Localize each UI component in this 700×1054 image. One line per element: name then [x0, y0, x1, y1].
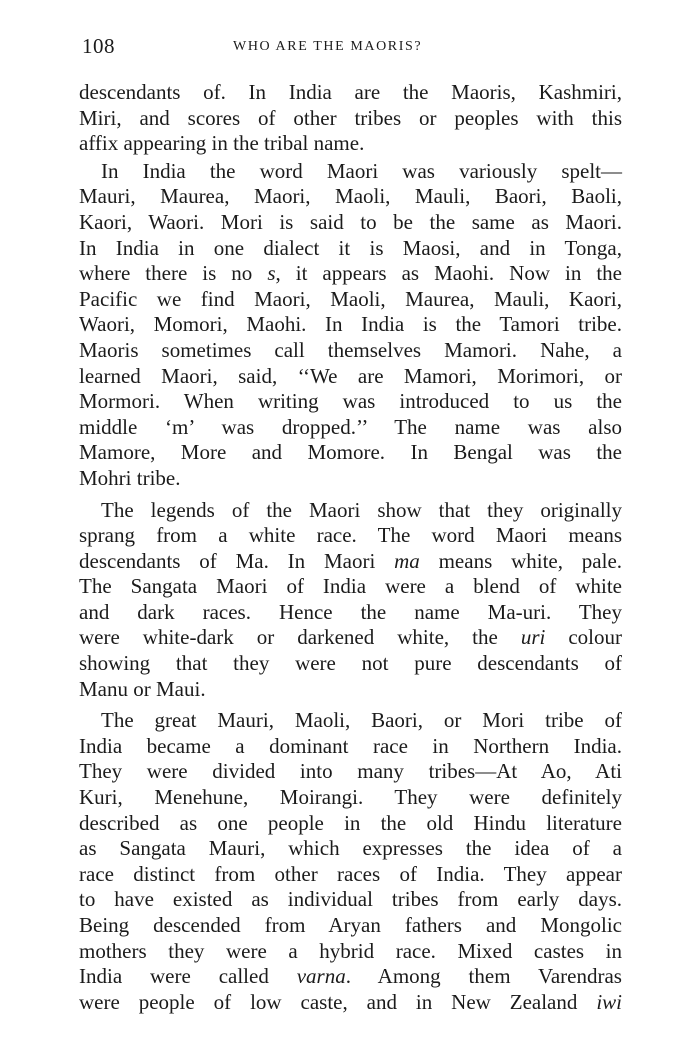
text-line: Kuri, Menehune, Moirangi. They were definitely — [79, 785, 622, 810]
text-line: In India the word Maori was variously spelt— — [101, 158, 622, 183]
text-line: Maoris sometimes call themselves Mamori. Nahe, a — [79, 337, 622, 362]
text-line: Mauri, Maurea, Maori, Maoli, Mauli, Baori, Baoli, — [79, 184, 622, 209]
text-line: were people of low caste, and in New Zealand iwi — [79, 989, 622, 1014]
italic-word: uri — [520, 625, 546, 650]
text-line: The Sangata Maori of India were a blend of white — [79, 574, 622, 599]
italic-word: ma — [394, 548, 420, 573]
paragraph-4 — [79, 708, 622, 1015]
text-line: to have existed as individual tribes from early days. — [79, 887, 622, 912]
text-line: Waori, Momori, Maohi. In India is the Tamori tribe. — [79, 312, 622, 337]
page-number: 108 — [82, 34, 115, 58]
text-line: sprang from a white race. The word Maori means — [79, 523, 622, 548]
text-line: were white-dark or darkened white, the uri colour — [79, 625, 622, 650]
text-line: Mohri tribe. — [79, 465, 181, 490]
text-line: The great Mauri, Maoli, Baori, or Mori tribe of — [101, 708, 622, 733]
book-page — [79, 30, 622, 1015]
text-line: learned Maori, said, ‘‘We are Mamori, Morimori, or — [79, 363, 622, 388]
text-line: mothers they were a hybrid race. Mixed castes in — [79, 938, 622, 963]
text-line: affix appearing in the tribal name. — [79, 131, 365, 156]
text-line: Mormori. When writing was introduced to us the — [79, 389, 622, 414]
text-line: Mamore, More and Momore. In Bengal was the — [79, 440, 622, 465]
italic-word: iwi — [596, 989, 622, 1014]
italic-word: s — [267, 261, 276, 286]
text-line: middle ‘m’ was dropped.’’ The name was also — [79, 414, 622, 439]
running-head — [79, 30, 622, 64]
text-line: and dark races. Hence the name Ma-uri. They — [79, 599, 622, 624]
paragraph-3 — [79, 498, 622, 703]
text-line: India became a dominant race in Northern India. — [79, 733, 622, 758]
text-line: as Sangata Mauri, which expresses the idea of a — [79, 836, 622, 861]
text-line: where there is no s, it appears as Maohi. Now in the — [79, 261, 622, 286]
paragraph-2 — [79, 159, 622, 492]
text-line: race distinct from other races of India. They appear — [79, 861, 622, 886]
text-line: In India in one dialect it is Maosi, and in Tonga, — [79, 235, 622, 260]
text-line: India were called varna. Among them Varendras — [79, 964, 622, 989]
running-title: WHO ARE THE MAORIS? — [233, 39, 423, 54]
text-line: Manu or Maui. — [79, 676, 206, 701]
text-line: Miri, and scores of other tribes or peoples with this — [79, 105, 622, 130]
text-line: described as one people in the old Hindu literature — [79, 810, 622, 835]
text-line: descendants of. In India are the Maoris, Kashmiri, — [79, 80, 622, 104]
paragraph-1 — [79, 80, 622, 157]
text-line: Pacific we find Maori, Maoli, Maurea, Mauli, Kaori, — [79, 286, 622, 311]
text-line: descendants of Ma. In Maori ma means white, pale. — [79, 548, 623, 573]
body-text — [79, 80, 622, 1015]
text-line: The legends of the Maori show that they originally — [101, 497, 622, 522]
text-line: They were divided into many tribes—At Ao, Ati — [79, 759, 622, 784]
italic-word: varna — [296, 964, 346, 989]
text-line: showing that they were not pure descendants of — [79, 651, 622, 676]
text-line: Kaori, Waori. Mori is said to be the same as Maori. — [79, 209, 622, 234]
text-line: Being descended from Aryan fathers and Mongolic — [79, 913, 622, 937]
